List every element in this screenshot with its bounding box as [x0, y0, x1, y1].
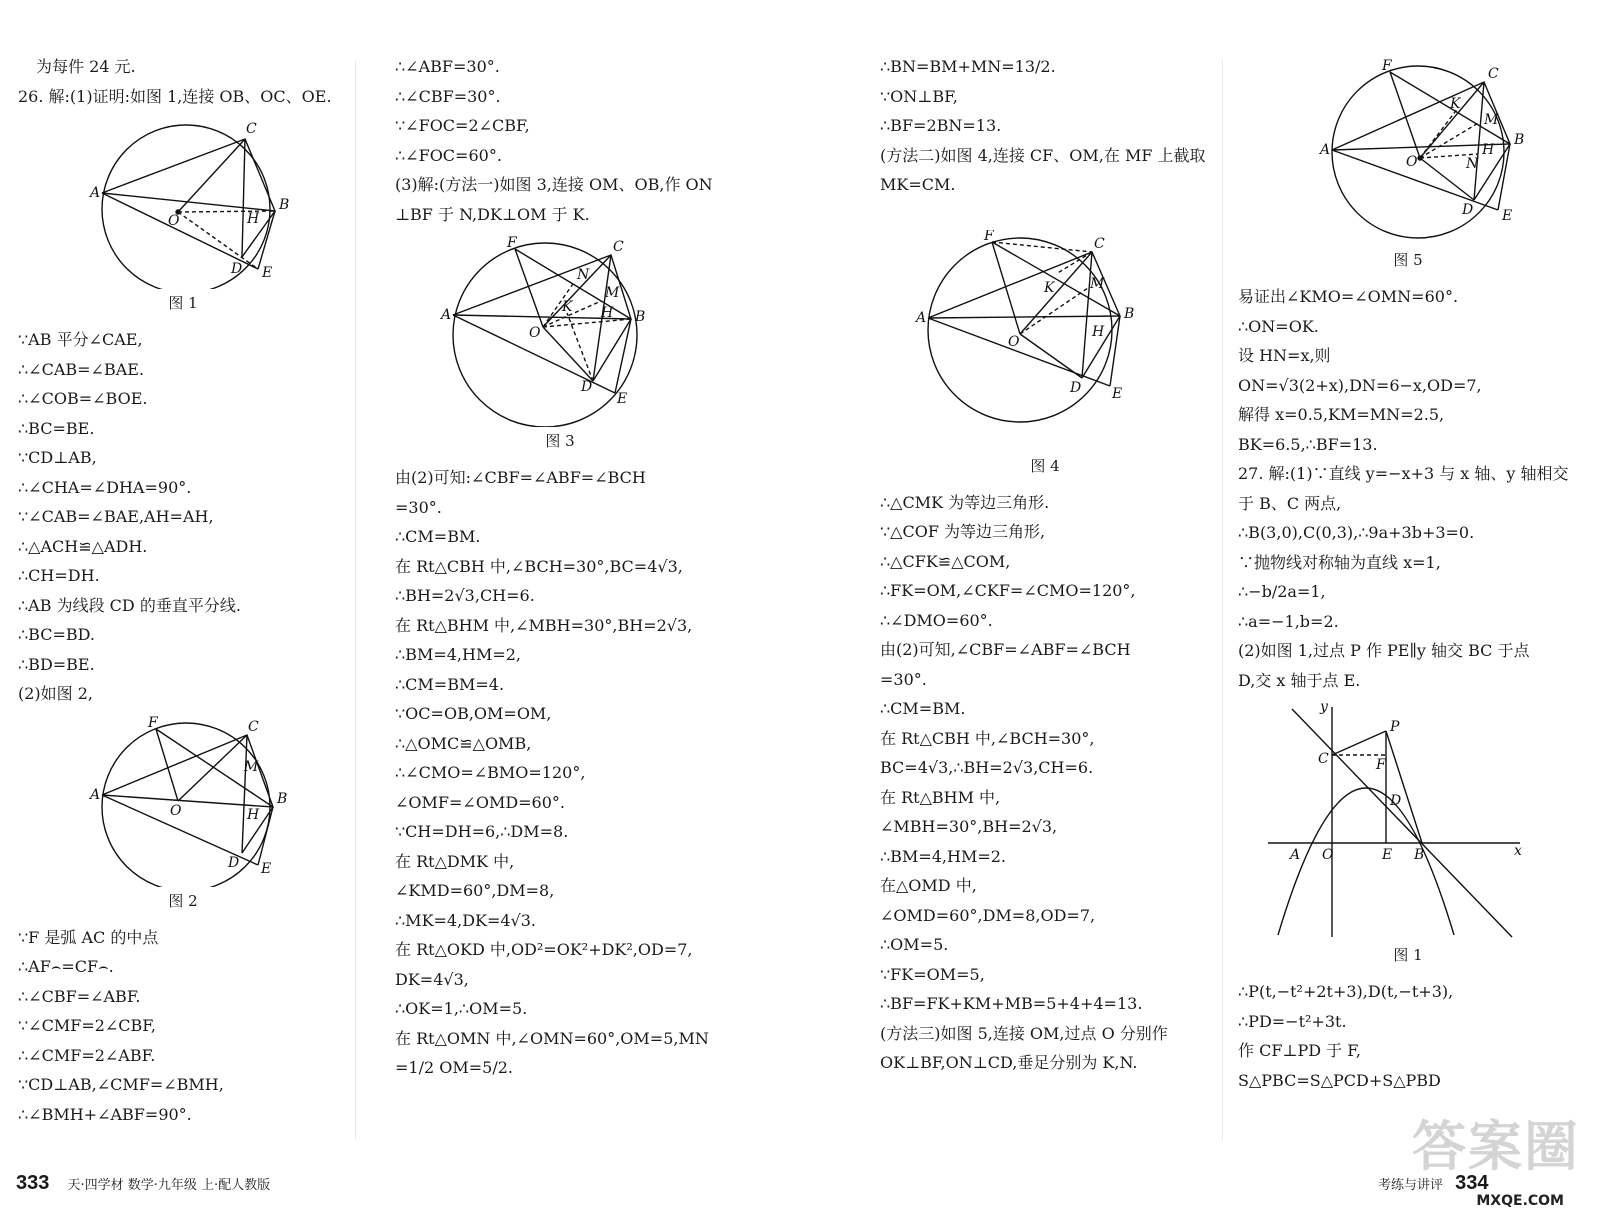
label-k: K — [562, 299, 573, 315]
text-line: ∴CM=BM. — [880, 699, 966, 718]
column-1 — [18, 52, 348, 1129]
text-line: ∴CM=BM=4. — [395, 674, 505, 694]
text-line: ∴∠ABF=30°. — [395, 57, 500, 76]
text-line: ∴OK=1,∴OM=5. — [395, 999, 528, 1018]
label-f: F — [1382, 58, 1392, 74]
text-line: ∴BF=2BN=13. — [880, 116, 1002, 135]
text-line: ∴△CMK 为等边三角形. — [880, 492, 1050, 512]
figure-3 — [395, 235, 715, 427]
figure-5 — [1288, 58, 1548, 246]
column-divider — [355, 60, 356, 1140]
text-line: ⊥BF 于 N,DK⊥OM 于 K. — [395, 204, 590, 224]
page-number-left: 333 — [16, 1172, 50, 1194]
figure-caption: 图 4 — [1030, 456, 1060, 475]
label-o: O — [1406, 154, 1418, 170]
label-f: F — [507, 235, 517, 251]
label-c: C — [248, 718, 259, 735]
line-oc — [178, 139, 245, 212]
text-line: ∴MK=4,DK=4√3. — [395, 910, 537, 930]
column-divider — [1222, 60, 1223, 1140]
label-x: x — [1514, 843, 1522, 859]
text-line: ∴−b/2a=1, — [1238, 582, 1326, 601]
watermark-logo: 答案圈 — [1412, 1115, 1580, 1178]
label-e: E — [1502, 208, 1513, 224]
label-c: C — [246, 121, 257, 137]
figure-caption: 图 2 — [168, 891, 198, 910]
figure-caption: 图 1 — [1393, 946, 1423, 964]
label-m: M — [1090, 275, 1105, 292]
figure-caption: 图 5 — [1393, 251, 1423, 269]
text-line: ∴B(3,0),C(0,3),∴9a+3b+3=0. — [1238, 523, 1475, 542]
text-line: ∴BM=4,HM=2, — [395, 645, 521, 664]
label-k: K — [1450, 96, 1461, 112]
text-line: 26. 解:(1)证明:如图 1,连接 OB、OC、OE. — [18, 86, 332, 106]
text-line: =30°. — [880, 669, 927, 689]
label-c: C — [1318, 751, 1329, 767]
label-o: O — [168, 213, 180, 229]
text-line: MK=CM. — [880, 175, 956, 194]
label-d: D — [1462, 202, 1474, 218]
text-line: ∴∠CMO=∠BMO=120°, — [395, 763, 586, 782]
text-line: ∠OMD=60°,DM=8,OD=7, — [880, 905, 1096, 925]
line-pb — [1386, 731, 1422, 843]
label-a: A — [90, 185, 101, 201]
text-line: ∴ON=OK. — [1238, 316, 1319, 336]
label-d: D — [231, 261, 243, 277]
label-k: K — [1044, 279, 1055, 296]
label-o: O — [1008, 333, 1020, 350]
line-be — [258, 211, 275, 269]
label-e: E — [617, 391, 628, 407]
text-line: ∴AB 为线段 CD 的垂直平分线. — [18, 595, 241, 615]
label-h: H — [247, 211, 260, 227]
label-m: M — [1484, 112, 1499, 128]
text-line: ∴FK=OM,∠CKF=∠CMO=120°, — [880, 581, 1136, 600]
text-line: ∵抛物线对称轴为直线 x=1, — [1238, 552, 1441, 572]
label-a: A — [441, 307, 452, 323]
line-om — [1420, 122, 1480, 158]
text-line: 由(2)可知,∠CBF=∠ABF=∠BCH — [880, 640, 1131, 659]
text-line: D,交 x 轴于点 E. — [1238, 670, 1361, 690]
page-number-right: 334 — [1455, 1172, 1489, 1194]
text-line: 在 Rt△BHM 中, — [880, 787, 1001, 807]
text-line: (3)解:(方法一)如图 3,连接 OM、OB,作 ON — [395, 175, 713, 194]
label-m: M — [605, 285, 620, 301]
text-line: ∴∠CMF=2∠ABF. — [18, 1045, 156, 1065]
text-line: ∴BM=4,HM=2. — [880, 846, 1006, 866]
text-line: ∴∠CBF=∠ABF. — [18, 986, 141, 1006]
text-line: ∴△OMC≌△OMB, — [395, 733, 532, 753]
text-line: ∠OMF=∠OMD=60°. — [395, 792, 565, 812]
text-line: ∵AB 平分∠CAE, — [18, 330, 143, 349]
text-line: DK=4√3, — [395, 969, 469, 989]
text-line: ∴BC=BD. — [18, 625, 95, 644]
text-line: ∴PD=−t²+3t. — [1238, 1011, 1347, 1031]
label-o: O — [170, 802, 182, 819]
text-line: BK=6.5,∴BF=13. — [1238, 434, 1378, 454]
line-cd — [242, 735, 247, 853]
text-line: ∴∠COB=∠BOE. — [18, 389, 148, 408]
figure-4 — [880, 230, 1200, 452]
line-cp — [1332, 731, 1386, 755]
label-a: A — [1290, 847, 1301, 863]
text-line: =30°. — [395, 497, 442, 517]
line-fo — [515, 249, 543, 327]
text-line: 设 HN=x,则 — [1238, 346, 1331, 365]
text-line: 在△OMD 中, — [880, 876, 977, 895]
watermark-url: MXQE.COM — [1476, 1193, 1564, 1209]
text-line: 在 Rt△DMK 中, — [395, 851, 515, 871]
label-d: D — [1390, 793, 1402, 809]
label-b: B — [635, 309, 646, 325]
text-line: 解得 x=0.5,KM=MN=2.5, — [1238, 405, 1445, 424]
text-line: ∵FK=OM=5, — [880, 964, 985, 984]
label-b: B — [279, 197, 290, 213]
line-db — [593, 319, 631, 381]
label-h: H — [1482, 142, 1495, 158]
text-line: ∠KMD=60°,DM=8, — [395, 881, 555, 900]
text-line: S△PBC=S△PCD+S△PBD — [1238, 1070, 1441, 1090]
text-line: ∵∠CAB=∠BAE,AH=AH, — [18, 507, 214, 526]
label-b: B — [1124, 305, 1135, 322]
text-line: ∴BN=BM+MN=13/2. — [880, 57, 1056, 76]
line-be — [258, 807, 273, 865]
label-f: F — [148, 714, 158, 731]
footer-book-title: 天·四学材 数学·九年级 上·配人教版 — [67, 1178, 271, 1193]
label-m: M — [244, 758, 259, 775]
label-n: N — [1466, 156, 1479, 172]
text-line: 易证出∠KMO=∠OMN=60°. — [1238, 287, 1459, 306]
column-4 — [1238, 58, 1578, 1095]
left-footer — [16, 1172, 270, 1195]
label-p: P — [1390, 719, 1400, 735]
line-ob — [178, 211, 275, 212]
text-line: ∴BC=BE. — [18, 418, 95, 438]
label-e: E — [262, 265, 273, 281]
label-n: N — [577, 267, 590, 283]
line-ob — [543, 319, 631, 327]
column-3 — [880, 52, 1210, 1078]
label-f: F — [1376, 757, 1386, 773]
text-line: ∴OM=5. — [880, 935, 949, 954]
text-line: ∵OC=OB,OM=OM, — [395, 704, 552, 723]
column-2 — [395, 52, 725, 1083]
label-a: A — [90, 786, 101, 803]
figure-caption: 图 1 — [168, 294, 198, 312]
label-a: A — [1320, 142, 1331, 158]
text-line: ∴P(t,−t²+2t+3),D(t,−t+3), — [1238, 982, 1454, 1001]
text-line: 在 Rt△CBH 中,∠BCH=30°,BC=4√3, — [395, 556, 683, 576]
figure-parabola — [1258, 701, 1558, 941]
label-f: F — [984, 229, 994, 244]
text-line: 为每件 24 元. — [36, 57, 136, 76]
text-line: 27. 解:(1)∵直线 y=−x+3 与 x 轴、y 轴相交 — [1238, 464, 1569, 483]
text-line: 于 B、C 两点, — [1238, 493, 1342, 513]
label-c: C — [613, 239, 624, 255]
text-line: ∴△ACH≌△ADH. — [18, 536, 148, 556]
line-bc — [1292, 709, 1512, 937]
text-line: ∴∠BMH+∠ABF=90°. — [18, 1104, 192, 1124]
label-h: H — [1092, 323, 1105, 340]
figure-caption: 图 3 — [545, 432, 575, 450]
text-line: ∵F 是弧 AC 的中点 — [18, 927, 159, 947]
line-cd — [1082, 252, 1092, 378]
text-line: ∴BF=FK+KM+MB=5+4+4=13. — [880, 994, 1143, 1013]
line-fo — [1390, 72, 1420, 158]
text-line: ∴∠CHA=∠DHA=90°. — [18, 477, 192, 497]
line-cd — [1474, 82, 1484, 200]
figure-2 — [18, 715, 318, 887]
text-line: ∵CD⊥AB, — [18, 448, 97, 467]
circle — [928, 235, 1112, 422]
label-d: D — [1070, 379, 1082, 396]
text-line: (2)如图 1,过点 P 作 PE∥y 轴交 BC 于点 — [1238, 641, 1530, 660]
text-line: ∴∠CAB=∠BAE. — [18, 359, 145, 379]
text-line: 在 Rt△OKD 中,OD²=OK²+DK²,OD=7, — [395, 940, 693, 959]
label-c: C — [1094, 235, 1105, 252]
label-b: B — [1514, 132, 1525, 148]
label-a: A — [916, 309, 927, 326]
text-line: ∵CH=DH=6,∴DM=8. — [395, 822, 569, 841]
line-be — [615, 319, 631, 393]
line-oc — [178, 735, 247, 801]
line-cd — [242, 139, 245, 257]
text-line: ∴BH=2√3,CH=6. — [395, 586, 535, 605]
text-line: ∵∠FOC=2∠CBF, — [395, 116, 530, 135]
label-e: E — [261, 860, 272, 877]
text-line: (2)如图 2, — [18, 684, 94, 703]
label-e: E — [1112, 385, 1123, 402]
text-line: 作 CF⊥PD 于 F, — [1238, 1041, 1361, 1060]
footer-series-title: 考练与讲评 — [1378, 1178, 1444, 1193]
text-line: ∴CM=BM. — [395, 527, 481, 546]
label-h: H — [601, 305, 614, 321]
text-line: (方法二)如图 4,连接 CF、OM,在 MF 上截取 — [880, 145, 1206, 165]
text-line: ∵∠CMF=2∠CBF, — [18, 1016, 156, 1035]
label-o: O — [529, 325, 541, 341]
text-line: ∴∠DMO=60°. — [880, 610, 993, 630]
figure-1 — [18, 117, 318, 289]
line-ae — [102, 193, 258, 269]
label-d: D — [581, 379, 593, 395]
label-c: C — [1488, 66, 1499, 82]
text-line: BC=4√3,∴BH=2√3,CH=6. — [880, 758, 1094, 777]
parabola — [1278, 788, 1454, 935]
text-line: 在 Rt△CBH 中,∠BCH=30°, — [880, 728, 1095, 748]
text-line: ∴∠FOC=60°. — [395, 145, 502, 165]
label-b: B — [1414, 847, 1425, 863]
text-line: ON=√3(2+x),DN=6−x,OD=7, — [1238, 375, 1482, 395]
line-od — [543, 327, 593, 381]
text-line: ∵ON⊥BF, — [880, 86, 958, 106]
text-line: ∴∠CBF=30°. — [395, 86, 501, 106]
label-b: B — [277, 790, 288, 807]
text-line: OK⊥BF,ON⊥CD,垂足分别为 K,N. — [880, 1053, 1138, 1072]
point-o — [1418, 156, 1422, 160]
text-line: ∴AF⌢=CF⌢. — [18, 957, 114, 976]
text-line: ∵CD⊥AB,∠CMF=∠BMH, — [18, 1075, 224, 1094]
text-line: 由(2)可知:∠CBF=∠ABF=∠BCH — [395, 468, 646, 487]
label-d: D — [228, 854, 240, 871]
label-y: y — [1320, 701, 1328, 715]
label-h: H — [247, 806, 260, 823]
text-line: (方法三)如图 5,连接 OM,过点 O 分别作 — [880, 1023, 1168, 1043]
text-line: ∵△COF 为等边三角形, — [880, 522, 1046, 541]
line-oe — [178, 212, 258, 269]
text-line: 在 Rt△OMN 中,∠OMN=60°,OM=5,MN — [395, 1028, 709, 1048]
line-ok — [1420, 108, 1458, 158]
text-line: 在 Rt△BHM 中,∠MBH=30°,BH=2√3, — [395, 615, 693, 635]
text-line: ∴BD=BE. — [18, 654, 95, 674]
text-line: ∴CH=DH. — [18, 566, 100, 585]
text-line: =1/2 OM=5/2. — [395, 1058, 513, 1077]
label-o: O — [1322, 847, 1334, 863]
text-line: ∠MBH=30°,BH=2√3, — [880, 817, 1058, 836]
text-line: ∴△CFK≌△COM, — [880, 551, 1011, 571]
text-line: ∴a=−1,b=2. — [1238, 611, 1339, 631]
label-e: E — [1382, 847, 1393, 863]
